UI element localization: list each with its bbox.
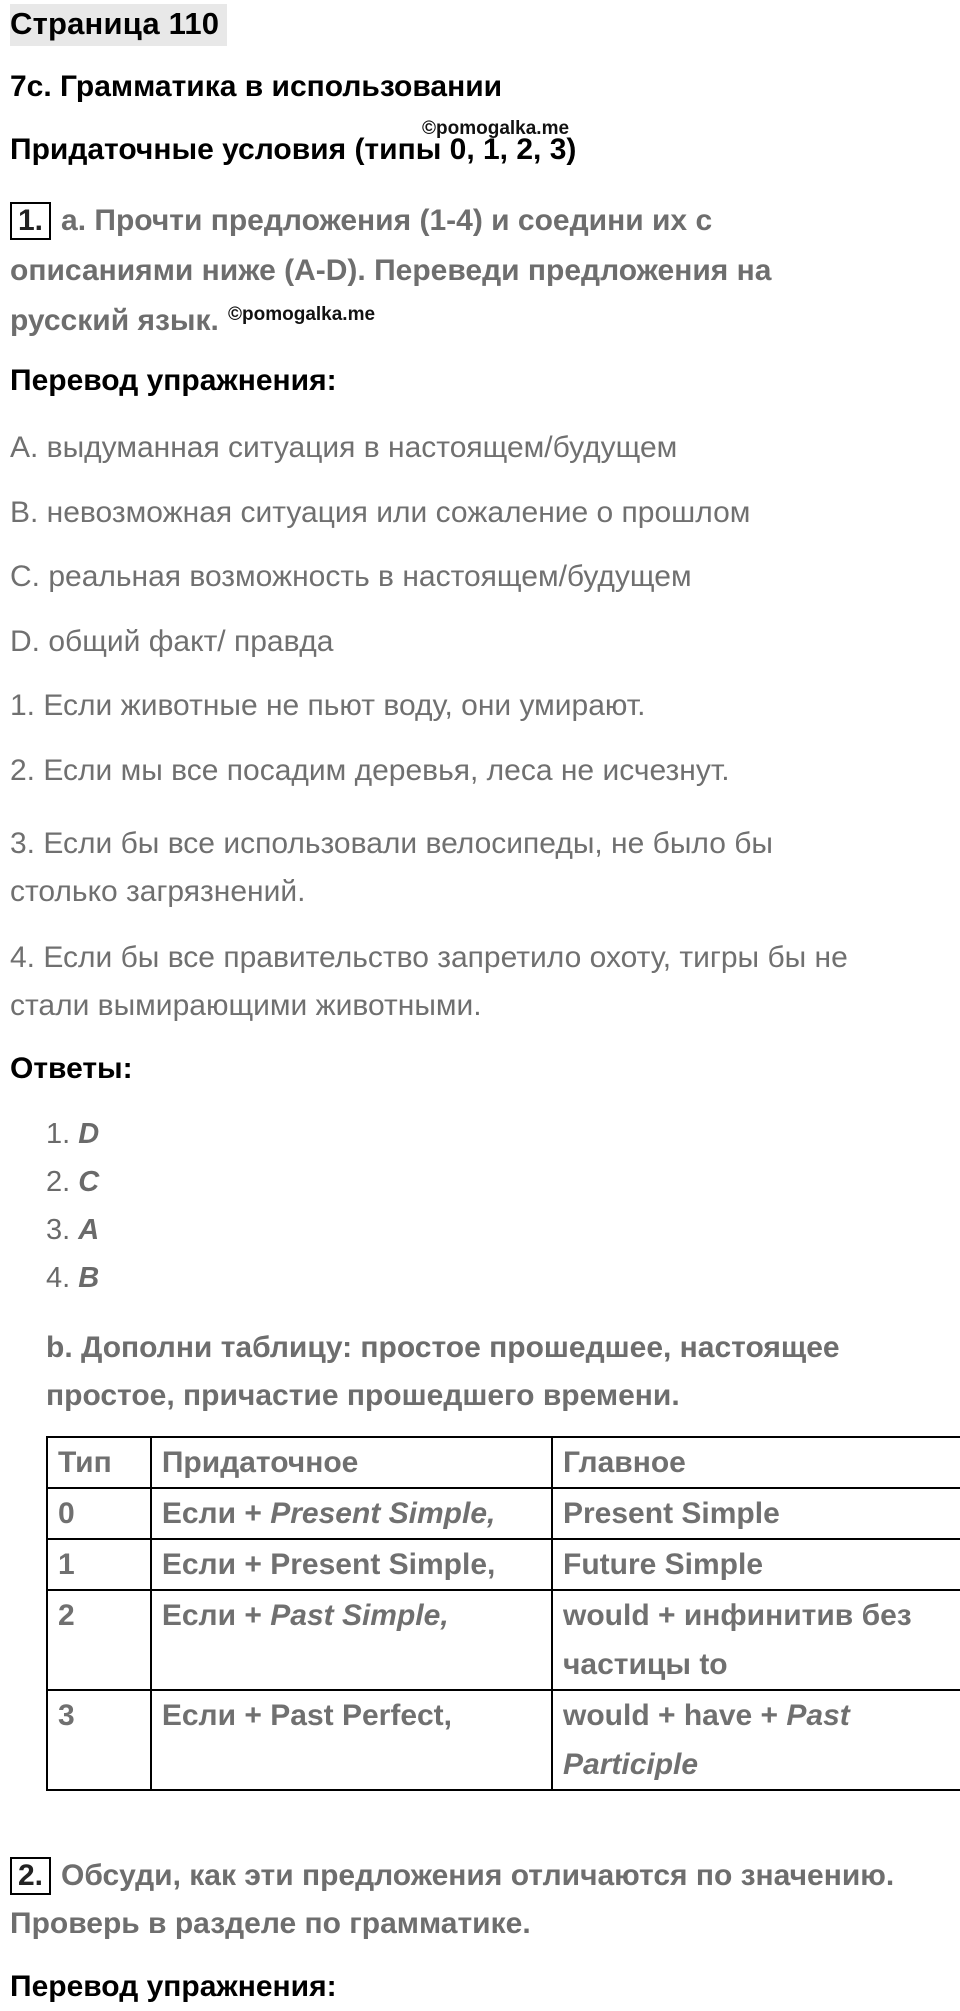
table-header: Придаточное	[151, 1437, 552, 1488]
subsection-title: Придаточные условия (типы 0, 1, 2, 3)	[10, 133, 577, 166]
sentence-3-line2: столько загрязнений.	[10, 875, 306, 908]
description-c: C. реальная возможность в настоящем/будущем	[10, 560, 692, 593]
table-cell-type: 0	[47, 1488, 151, 1539]
translation-heading: Перевод упражнения:	[10, 364, 337, 397]
task1-instruction-line3: русский язык.	[10, 304, 219, 337]
answers-heading: Ответы:	[10, 1052, 133, 1085]
task1-number: 1.	[10, 202, 51, 240]
answer-item: 1. D	[46, 1118, 100, 1150]
task2-number: 2.	[10, 1857, 51, 1895]
answer-item: 2. C	[46, 1166, 100, 1198]
table-cell-main: Future Simple	[552, 1539, 960, 1590]
table-row	[47, 1488, 960, 1539]
task1-instruction-line2: описаниями ниже (A-D). Переведи предложения на	[10, 254, 772, 287]
answer-item: 4. B	[46, 1262, 100, 1294]
description-b: B. невозможная ситуация или сожаление о прошлом	[10, 496, 751, 529]
task2-line1: Обсуди, как эти предложения отличаются по значению.	[61, 1859, 895, 1892]
table-header-row	[47, 1437, 960, 1488]
table-cell-type: 2	[47, 1590, 151, 1690]
table-cell-type: 1	[47, 1539, 151, 1590]
task1b-line1: b. Дополни таблицу: простое прошедшее, настоящее	[46, 1331, 840, 1364]
task1-instruction-line1: a. Прочти предложения (1-4) и соедини их с	[61, 204, 713, 237]
table-row	[47, 1590, 960, 1690]
sentence-3-line1: 3. Если бы все использовали велосипеды, не было бы	[10, 827, 773, 860]
task2-block	[10, 1852, 950, 1948]
sentence-4-line1: 4. Если бы все правительство запретило охоту, тигры бы не	[10, 941, 848, 974]
watermark-2: ©pomogalka.me	[228, 304, 376, 325]
table-cell-type: 3	[47, 1690, 151, 1790]
table-header: Тип	[47, 1437, 151, 1488]
table-row	[47, 1539, 960, 1590]
table-cell-clause: Если + Present Simple,	[151, 1488, 552, 1539]
table-cell-main: Present Simple	[552, 1488, 960, 1539]
sentence-4-line2: стали вымирающими животными.	[10, 989, 482, 1022]
table-cell-clause: Если + Past Perfect,	[151, 1690, 552, 1790]
sentence-2: 2. Если мы все посадим деревья, леса не исчезнут.	[10, 754, 730, 787]
description-a: A. выдуманная ситуация в настоящем/будущем	[10, 431, 678, 464]
table-cell-clause: Если + Past Simple,	[151, 1590, 552, 1690]
table-cell-main: would + have + Past Participle	[552, 1690, 960, 1790]
conditionals-table	[46, 1436, 960, 1791]
table-cell-main: would + инфинитив без частицы to	[552, 1590, 960, 1690]
watermark: ©pomogalka.me	[422, 118, 570, 139]
task2-line2: Проверь в разделе по грамматике.	[10, 1907, 531, 1940]
sentence-1: 1. Если животные не пьют воду, они умирают.	[10, 689, 646, 722]
task1b-line2: простое, причастие прошедшего времени.	[46, 1379, 680, 1412]
answer-item: 3. A	[46, 1214, 100, 1246]
translation-heading-2: Перевод упражнения:	[10, 1970, 337, 2003]
section-title: 7c. Грамматика в использовании	[10, 70, 503, 103]
task1-block	[10, 196, 950, 346]
table-header: Главное	[552, 1437, 960, 1488]
table-cell-clause: Если + Present Simple,	[151, 1539, 552, 1590]
page-title: Страница 110	[10, 4, 227, 46]
description-d: D. общий факт/ правда	[10, 625, 334, 658]
table-row	[47, 1690, 960, 1790]
